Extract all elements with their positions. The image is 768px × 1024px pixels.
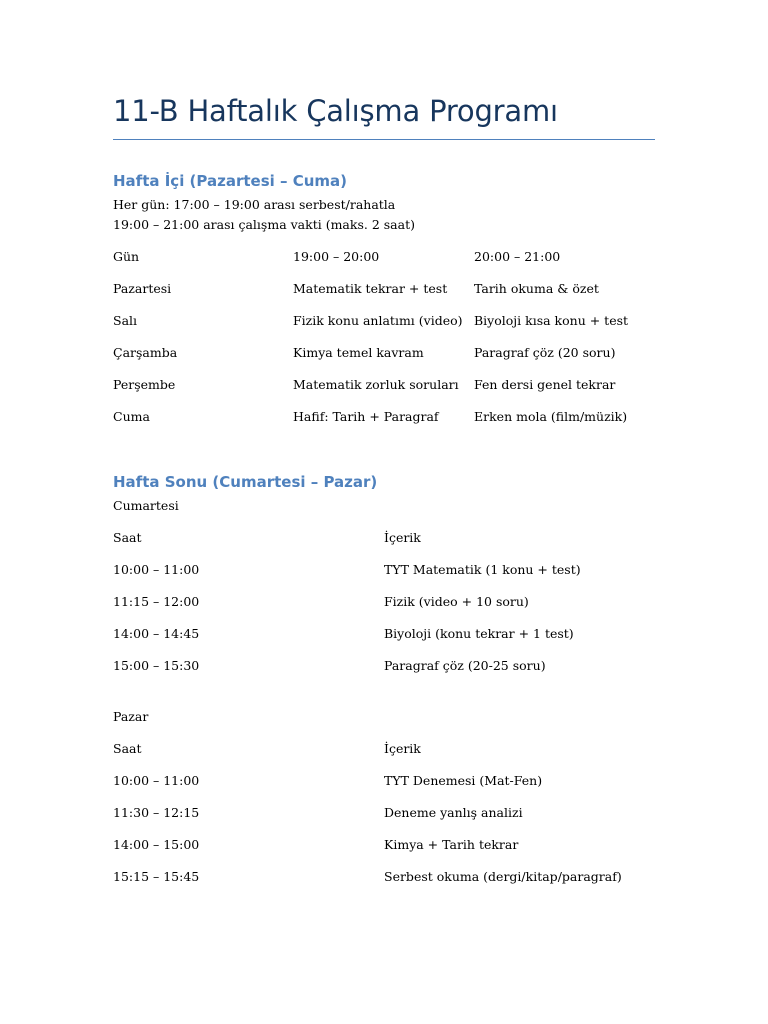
weekday-note-1: Her gün: 17:00 – 19:00 arası serbest/rahatla	[113, 197, 396, 212]
table-cell-time: 14:00 – 15:00	[113, 837, 200, 852]
table-cell: Kimya temel kavram	[293, 345, 424, 360]
header-cell-time: Saat	[113, 530, 142, 545]
table-cell: Tarih okuma & özet	[474, 281, 599, 296]
table-cell: Matematik tekrar + test	[293, 281, 448, 296]
table-cell-day: Perşembe	[113, 377, 176, 392]
table-cell-day: Salı	[113, 313, 138, 328]
header-cell-slot-1: 19:00 – 20:00	[293, 249, 380, 264]
header-cell-day: Gün	[113, 249, 140, 264]
header-cell-content: İçerik	[384, 530, 421, 545]
sunday-label: Pazar	[113, 709, 149, 724]
table-cell-time: 14:00 – 14:45	[113, 626, 200, 641]
title-underline	[113, 139, 655, 140]
table-cell: Serbest okuma (dergi/kitap/paragraf)	[384, 869, 622, 884]
header-cell-content: İçerik	[384, 741, 421, 756]
table-cell: Biyoloji (konu tekrar + 1 test)	[384, 626, 574, 641]
table-cell: TYT Denemesi (Mat-Fen)	[384, 773, 543, 788]
table-cell: Fen dersi genel tekrar	[474, 377, 616, 392]
table-cell: Paragraf çöz (20-25 soru)	[384, 658, 546, 673]
table-cell: Fizik (video + 10 soru)	[384, 594, 529, 609]
table-cell: Kimya + Tarih tekrar	[384, 837, 519, 852]
table-cell: Fizik konu anlatımı (video)	[293, 313, 463, 328]
table-cell-day: Çarşamba	[113, 345, 178, 360]
document-title: 11-B Haftalık Çalışma Programı	[113, 94, 558, 128]
table-cell-time: 10:00 – 11:00	[113, 562, 200, 577]
saturday-label: Cumartesi	[113, 498, 179, 513]
header-cell-slot-2: 20:00 – 21:00	[474, 249, 561, 264]
header-cell-time: Saat	[113, 741, 142, 756]
weekday-heading: Hafta İçi (Pazartesi – Cuma)	[113, 172, 348, 190]
table-cell-time: 11:15 – 12:00	[113, 594, 200, 609]
table-cell-day: Pazartesi	[113, 281, 172, 296]
table-cell: Biyoloji kısa konu + test	[474, 313, 629, 328]
table-cell-time: 11:30 – 12:15	[113, 805, 200, 820]
table-cell-time: 15:00 – 15:30	[113, 658, 200, 673]
table-cell-day: Cuma	[113, 409, 150, 424]
table-cell-time: 10:00 – 11:00	[113, 773, 200, 788]
table-cell: TYT Matematik (1 konu + test)	[384, 562, 581, 577]
table-cell: Paragraf çöz (20 soru)	[474, 345, 616, 360]
weekday-note-2: 19:00 – 21:00 arası çalışma vakti (maks. 2 saat)	[113, 217, 415, 232]
table-cell-time: 15:15 – 15:45	[113, 869, 200, 884]
table-cell: Matematik zorluk soruları	[293, 377, 459, 392]
table-cell: Deneme yanlış analizi	[384, 805, 523, 820]
weekend-heading: Hafta Sonu (Cumartesi – Pazar)	[113, 473, 378, 491]
table-cell: Erken mola (film/müzik)	[474, 409, 628, 424]
table-cell: Hafif: Tarih + Paragraf	[293, 409, 439, 424]
